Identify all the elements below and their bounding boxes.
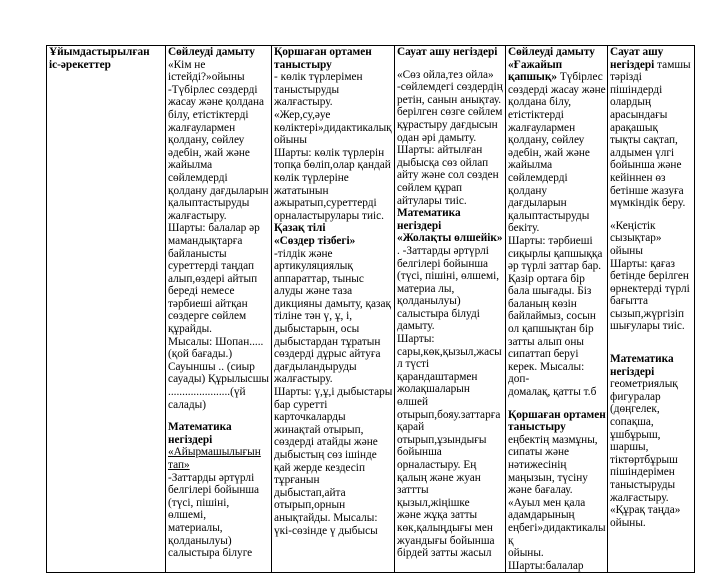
text-line: айтулары тиіс. bbox=[397, 194, 467, 207]
text-line: маңызын, түсіну bbox=[508, 471, 588, 484]
column-header-line: таныстыру bbox=[274, 58, 332, 71]
text-line: жалғастыру. bbox=[274, 96, 333, 109]
text-line: істейді?»ойыны bbox=[168, 71, 245, 84]
section-heading: Математика негіздері bbox=[397, 207, 461, 232]
text-line: «Кім не bbox=[168, 58, 206, 71]
text-line: алып,өздері айтып bbox=[168, 272, 258, 285]
text-line: сөздерді жасау және bbox=[508, 83, 606, 96]
blank-line bbox=[508, 399, 606, 409]
column-header-line: Сауат ашу bbox=[610, 46, 664, 58]
text-line: кейіннен өз bbox=[610, 171, 666, 184]
column-header-line: «Ғажайып bbox=[508, 58, 563, 71]
text-line: жалғастыру. bbox=[168, 209, 227, 222]
text-line: заттты қызыл,жіңішке bbox=[397, 484, 470, 509]
text-line: арақашық bbox=[610, 121, 658, 134]
text-line: құрастыру дағдысын bbox=[397, 118, 498, 131]
text-line: отырып,бояу.заттарға bbox=[397, 408, 501, 421]
text-line: ойыны. bbox=[508, 547, 544, 560]
text-line: Шарты: ү,ұ,і дыбыстары bbox=[274, 386, 393, 399]
text-line: көліктері»дидактикалық bbox=[274, 121, 392, 134]
text-line: берілген сөзге сөйлем bbox=[397, 106, 503, 119]
text-line: білу, етістіктерді bbox=[168, 108, 249, 121]
text-line: Шарты: bbox=[397, 333, 435, 346]
text-line: дағдыландыруды bbox=[274, 360, 357, 373]
text-line: одан әрі дамыту. bbox=[397, 131, 477, 144]
text-line: артикуляциялық bbox=[274, 260, 353, 273]
text-line: жалғастыру. bbox=[274, 373, 333, 386]
text-line: және бағалау. bbox=[508, 484, 573, 497]
header-tail-text: Түбірлес bbox=[557, 71, 603, 84]
text-line: қолданылуы) bbox=[168, 534, 232, 547]
text-line: және жұқа затты bbox=[397, 509, 478, 522]
text-line: Шарты: қағаз bbox=[610, 257, 676, 270]
text-line: қолдану, сөйлеу bbox=[168, 134, 245, 147]
col-speech-development bbox=[166, 46, 272, 573]
text-line: әдебін, жай және bbox=[168, 146, 250, 159]
text-line: дикцияны дамыту, қазақ bbox=[274, 297, 391, 310]
column-header-line: Сөйлеуді дамыту bbox=[508, 46, 595, 58]
section-heading: Қоршаған ортамен bbox=[508, 408, 606, 421]
text-line: керек. Мысалы: доп- bbox=[508, 360, 585, 386]
text-line: шаршы, bbox=[610, 441, 649, 454]
text-line: сөздерді дұрыс айтуға bbox=[274, 348, 381, 361]
text-line: олардың bbox=[610, 96, 652, 109]
text-line: тіліне тән ү, ұ, і, bbox=[274, 310, 353, 323]
text-line: ұшбұрыш, bbox=[610, 428, 661, 441]
text-line: көк,қалыңдығы мен bbox=[397, 521, 493, 534]
text-line: белгілері бойынша bbox=[168, 484, 260, 497]
section-heading: «Сөздер тізбегі» bbox=[274, 234, 356, 247]
col-literacy-basics-2 bbox=[608, 46, 695, 573]
text-line: бойынша bbox=[397, 446, 442, 459]
text-line: ажыратып,суреттерді bbox=[274, 197, 377, 210]
text-line: дамыту. bbox=[397, 320, 435, 333]
text-line: топқа бөліп,олар қандай bbox=[274, 159, 391, 172]
column-header-line: Сауат ашу негіздері bbox=[397, 46, 498, 58]
column-header-line: қапшық» bbox=[508, 71, 558, 84]
text-line: «Жер,су,әуе bbox=[274, 108, 331, 121]
text-line: (дөңгелек, bbox=[610, 403, 660, 416]
text-line: береді немесе bbox=[168, 285, 235, 298]
text-line: етістіктерді bbox=[508, 108, 564, 121]
col-speech-development-2 bbox=[506, 46, 608, 573]
text-line: «Ауыл мен қала bbox=[508, 496, 586, 509]
text-line: сауады) Құрылысшы bbox=[168, 373, 269, 386]
text-line: жинақтай отырып, bbox=[274, 423, 364, 436]
blank-line bbox=[168, 411, 270, 421]
text-line: дыбыстап,айта bbox=[274, 486, 346, 499]
text-line: «Айырмашылығын bbox=[168, 446, 261, 459]
text-line: еңбектің мазмұны, bbox=[508, 433, 598, 446]
text-line: орналастырулары тиіс. bbox=[274, 209, 384, 222]
text-line: қалыптастыруды bbox=[168, 197, 250, 210]
text-line: жайылма bbox=[508, 159, 553, 172]
text-line: баланың көзін bbox=[508, 297, 577, 310]
text-line: анықтайды. Мысалы: bbox=[274, 511, 378, 524]
blank-line bbox=[610, 333, 693, 343]
text-line: байлаймыз, сосын bbox=[508, 310, 596, 323]
section-heading: негіздері bbox=[168, 433, 213, 446]
text-line: сөздерге сөйлем bbox=[168, 310, 247, 323]
text-line: еңбегі»дидактикалық bbox=[508, 521, 606, 547]
text-line: белгілері бойынша bbox=[397, 257, 489, 270]
column-header-line: Сөйлеуді дамыту bbox=[168, 46, 255, 58]
column-header-line: іс-әрекеттер bbox=[49, 58, 111, 71]
text-line: алуды және таза bbox=[274, 285, 353, 298]
text-line: сиқырлы қапшыққа bbox=[508, 247, 603, 260]
section-heading: «Жолақты өлшейік» bbox=[397, 232, 503, 245]
text-line: әдебін, жай және bbox=[508, 146, 590, 159]
text-line: суреттерді таңдап bbox=[168, 260, 255, 273]
text-line: тап» bbox=[168, 459, 190, 471]
text-line: салыстыра білуге bbox=[168, 547, 253, 560]
col-literacy-basics bbox=[395, 46, 506, 573]
text-line: жалғаулармен bbox=[508, 121, 576, 134]
text-line: байланысты bbox=[168, 247, 227, 260]
text-line: таныстыруды bbox=[274, 83, 340, 96]
text-line: тықты сақтап, bbox=[610, 134, 678, 147]
text-line: отырып,орнын bbox=[274, 499, 346, 512]
text-line: нәтижесінің bbox=[508, 459, 567, 471]
text-line: ойыны bbox=[274, 134, 307, 147]
text-line: мүмкіндік беру. bbox=[610, 197, 686, 210]
text-line: өрнектерді түрлі bbox=[610, 282, 690, 295]
text-line: Шарты: айтылған bbox=[397, 144, 483, 157]
text-line: бағытта bbox=[610, 295, 649, 308]
text-line: жайылма сөйлемдерді bbox=[168, 159, 228, 184]
text-line: - көлік түрлерімен bbox=[274, 71, 363, 84]
text-line: жалғаулармен bbox=[168, 121, 236, 134]
text-line: бекіту. bbox=[508, 222, 540, 235]
text-line: сипаты және bbox=[508, 446, 570, 459]
text-line: ойыны. bbox=[610, 516, 646, 529]
table-row bbox=[47, 46, 695, 573]
text-line: тәрізді bbox=[610, 71, 642, 84]
text-line: отырып,ұзындығы bbox=[397, 433, 487, 446]
text-line: -сөйлемдегі сөздердің bbox=[397, 81, 503, 94]
text-line: әр түрлі заттар бар. bbox=[508, 260, 602, 273]
text-line: ол қапшықтан бір bbox=[508, 323, 594, 336]
text-line: (түсі, пішіні, өлшемі, bbox=[397, 270, 500, 283]
text-line: сопақша, bbox=[610, 416, 654, 429]
text-line: қолданылуы) bbox=[397, 295, 461, 308]
text-line: шығулары тиіс. bbox=[610, 320, 685, 333]
text-line: ретін, санын анықтау. bbox=[397, 93, 502, 106]
section-heading: Математика bbox=[168, 421, 232, 434]
text-line: жалғастыру. bbox=[610, 491, 669, 504]
text-line: домалақ, қатты т.б bbox=[508, 386, 597, 399]
text-line: сөйлемдерді қолдану bbox=[508, 171, 568, 197]
text-line: «Кеңістік bbox=[610, 219, 656, 232]
text-line: қолдану, сөйлеу bbox=[508, 134, 585, 147]
text-line: дыбыстардан тұратын bbox=[274, 335, 381, 348]
text-line: (түсі, пішіні, өлшемі, bbox=[168, 496, 230, 522]
col-activities bbox=[47, 46, 166, 573]
text-line: Қазір ортаға бір bbox=[508, 272, 585, 285]
col-environment-familiarization bbox=[272, 46, 395, 573]
text-line: қолдану дағдыларын bbox=[168, 184, 269, 197]
text-line: жолақшаларын bbox=[397, 383, 470, 396]
text-line: «Сөз ойла,тез ойла» bbox=[397, 68, 494, 81]
text-line: жуандығы бойынша bbox=[397, 534, 495, 547]
text-line: орналастыру. Ең bbox=[397, 459, 477, 471]
text-line: көлік түрлеріне bbox=[274, 171, 349, 184]
text-line: алдымен үлгі bbox=[610, 146, 675, 159]
text-line: материалы, bbox=[168, 521, 223, 534]
text-line: салыстыра білуді bbox=[397, 307, 480, 320]
text-line: Шарты: балалар әр bbox=[168, 222, 260, 235]
text-line: геометриялық bbox=[610, 378, 678, 391]
text-line: айту және сол сөзден bbox=[397, 169, 499, 182]
section-heading: Қазақ тілі bbox=[274, 222, 326, 235]
text-line: Шарты: тәрбиеші bbox=[508, 234, 593, 247]
section-heading: таныстыру bbox=[508, 421, 566, 434]
column-header-line: Қоршаған ортамен bbox=[274, 46, 372, 58]
blank-line bbox=[397, 59, 504, 69]
section-heading: Математика bbox=[610, 353, 674, 366]
text-line: қарандаштармен bbox=[397, 370, 478, 383]
text-line: Мысалы: Шопан..... bbox=[168, 335, 264, 348]
text-line: тәрбиеші айтқан bbox=[168, 297, 248, 310]
text-line: қай жерде кездесіп bbox=[274, 461, 365, 474]
text-line: салады) bbox=[168, 398, 207, 411]
text-line: жататынын bbox=[274, 184, 329, 197]
text-line: сипаттап беруі bbox=[508, 348, 579, 361]
text-line: қалың және жуан bbox=[397, 471, 481, 484]
column-header-line: Ұйымдастырылған bbox=[49, 46, 150, 58]
text-line: сөйлем құрап bbox=[397, 181, 463, 194]
text-line: ......................(үй bbox=[168, 386, 246, 399]
text-line: жасау және қолдана bbox=[168, 96, 265, 109]
text-line: -тілдік және bbox=[274, 247, 333, 260]
text-line: сызып,жүргізіп bbox=[610, 307, 685, 320]
lesson-plan-table bbox=[46, 45, 695, 573]
text-line: сары,көк,қызыл,жасы bbox=[397, 345, 502, 358]
blank-line bbox=[610, 210, 693, 220]
text-line: Шарты:балалар bbox=[508, 559, 584, 572]
text-line: дыбысқа сөз ойлап bbox=[397, 156, 489, 169]
header-tail-text: тамшы bbox=[654, 58, 691, 71]
text-line: дыбыстарын, осы bbox=[274, 323, 360, 336]
text-line: Сауыншы .. (сиыр bbox=[168, 360, 255, 373]
text-line: тіктөртбұрыш bbox=[610, 453, 678, 466]
text-line: карточкаларды bbox=[274, 411, 346, 424]
text-line: қолдана білу, bbox=[508, 96, 572, 109]
text-line: құрайды. bbox=[168, 323, 213, 336]
text-line: тұрғанын bbox=[274, 474, 320, 487]
text-line: дыбыстың сөз ішінде bbox=[274, 449, 377, 461]
text-line: фигуралар bbox=[610, 390, 661, 403]
text-line: аппараттар, тыныс bbox=[274, 272, 364, 285]
text-line: үкі-сөзінде ү дыбысы bbox=[274, 524, 378, 537]
text-line: бала шығады. Біз bbox=[508, 285, 592, 298]
column-header-line: негіздері bbox=[610, 58, 655, 71]
text-line: мамандықтарға bbox=[168, 234, 243, 247]
text-line: пішіндерімен bbox=[610, 466, 675, 479]
text-line: пішіндерді bbox=[610, 83, 663, 96]
text-line: сызықтар» ойыны bbox=[610, 232, 662, 257]
text-line: бетінше жазуға bbox=[610, 184, 684, 197]
text-line: таныстыруды bbox=[610, 479, 676, 491]
text-line: бетінде берілген bbox=[610, 270, 689, 283]
text-line: қалыптастыруды bbox=[508, 209, 590, 222]
text-line: сөздерді атайды және bbox=[274, 436, 378, 449]
text-line: «Құрақ таңда» bbox=[610, 504, 681, 517]
text-line: адамдарының bbox=[508, 509, 575, 522]
text-line: қарай bbox=[397, 421, 425, 434]
document-page bbox=[46, 45, 694, 572]
text-line: -Түбірлес сөздерді bbox=[168, 83, 258, 96]
text-line: (қой бағады.) bbox=[168, 348, 233, 361]
text-line: -Заттарды әртүрлі bbox=[168, 471, 255, 484]
text-line: Шарты: көлік түрлерін bbox=[274, 146, 385, 159]
text-line: затты алып оны bbox=[508, 335, 584, 348]
text-line: материа лы, bbox=[397, 282, 455, 295]
text-line: . -Заттарды әртүрлі bbox=[397, 244, 489, 257]
text-line: арасындағы bbox=[610, 108, 668, 121]
text-line: дағдыларын bbox=[508, 197, 567, 210]
section-heading: негіздері bbox=[610, 365, 655, 378]
blank-line bbox=[610, 343, 693, 353]
text-line: л түсті bbox=[397, 358, 430, 371]
text-line: бойынша және bbox=[610, 159, 682, 172]
text-line: бірдей затты жасыл bbox=[397, 547, 492, 560]
text-line: өлшей bbox=[397, 396, 429, 409]
text-line: бар суретті bbox=[274, 398, 328, 411]
